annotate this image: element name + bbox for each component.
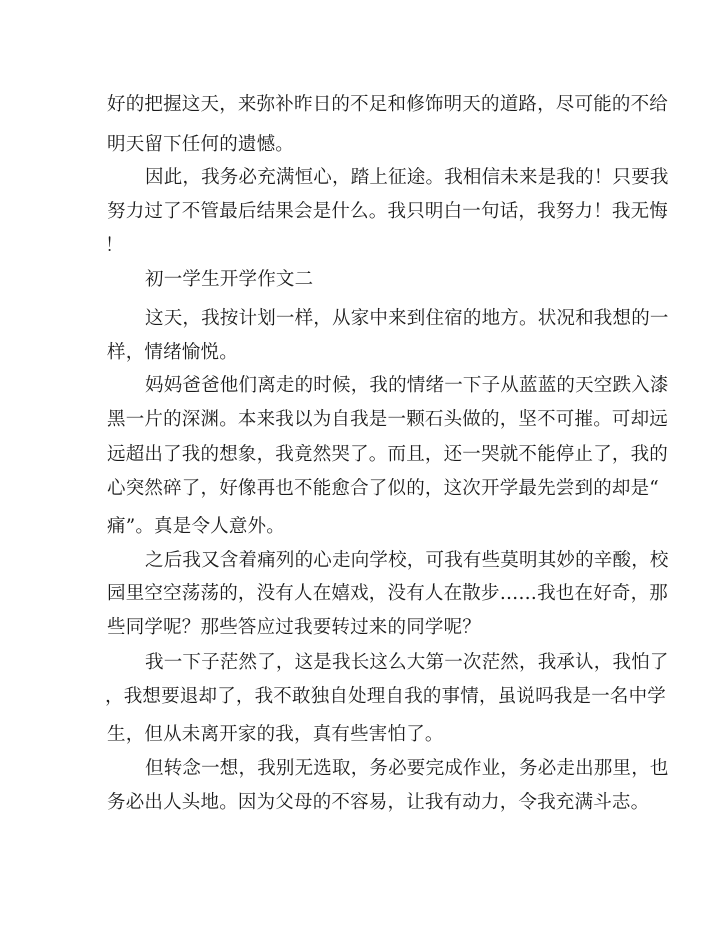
- text-line: 痛”。真是令人意外。: [107, 516, 285, 537]
- paragraph-start: 之后我又含着痛列的心走向学校，可我有些莫明其妙的辛酸，校: [145, 550, 669, 571]
- paragraph-start: 因此，我务必充满恒心，踏上征途。我相信未来是我的！只要我: [145, 167, 669, 188]
- text-line: 明天留下任何的遗憾。: [107, 134, 295, 155]
- text-line: 生，但从未离开家的我，真有些害怕了。: [107, 724, 444, 745]
- text-line: 黑一片的深渊。本来我以为自我是一颗石头做的，坚不可摧。可却远: [107, 409, 669, 430]
- section-heading: 初一学生开学作文二: [145, 269, 314, 290]
- text-line: 远超出了我的想象，我竟然哭了。而且，还一哭就不能停止了，我的: [107, 444, 669, 465]
- text-line: 努力过了不管最后结果会是什么。我只明白一句话，我努力！我无悔: [107, 201, 669, 222]
- paragraph-start: 妈妈爸爸他们离走的时候，我的情绪一下子从蓝蓝的天空跌入漆: [145, 375, 669, 396]
- text-line: ！: [105, 235, 124, 256]
- paragraph-start: 我一下子茫然了，这是我长这么大第一次茫然，我承认，我怕了: [145, 652, 669, 673]
- text-line: 园里空空荡荡的，没有人在嬉戏，没有人在散步……我也在好奇，那: [107, 583, 669, 604]
- text-line: 务必出人头地。因为父母的不容易，让我有动力，令我充满斗志。: [107, 792, 650, 813]
- text-line: 样，情绪愉悦。: [107, 342, 238, 363]
- text-line: 些同学呢？那些答应过我要转过来的同学呢？: [107, 617, 482, 638]
- text-line: ，我想要退却了，我不敢独自处理自我的事情，虽说吗我是一名中学: [105, 686, 667, 707]
- paragraph-start: 但转念一想，我别无选取，务必要完成作业，务必走出那里，也: [145, 758, 669, 779]
- paragraph-start: 这天，我按计划一样，从家中来到住宿的地方。状况和我想的一: [145, 308, 669, 329]
- text-line: 好的把握这天，来弥补昨日的不足和修饰明天的道路，尽可能的不给: [107, 94, 669, 115]
- text-line: 心突然碎了，好像再也不能愈合了似的，这次开学最先尝到的却是“: [107, 478, 659, 499]
